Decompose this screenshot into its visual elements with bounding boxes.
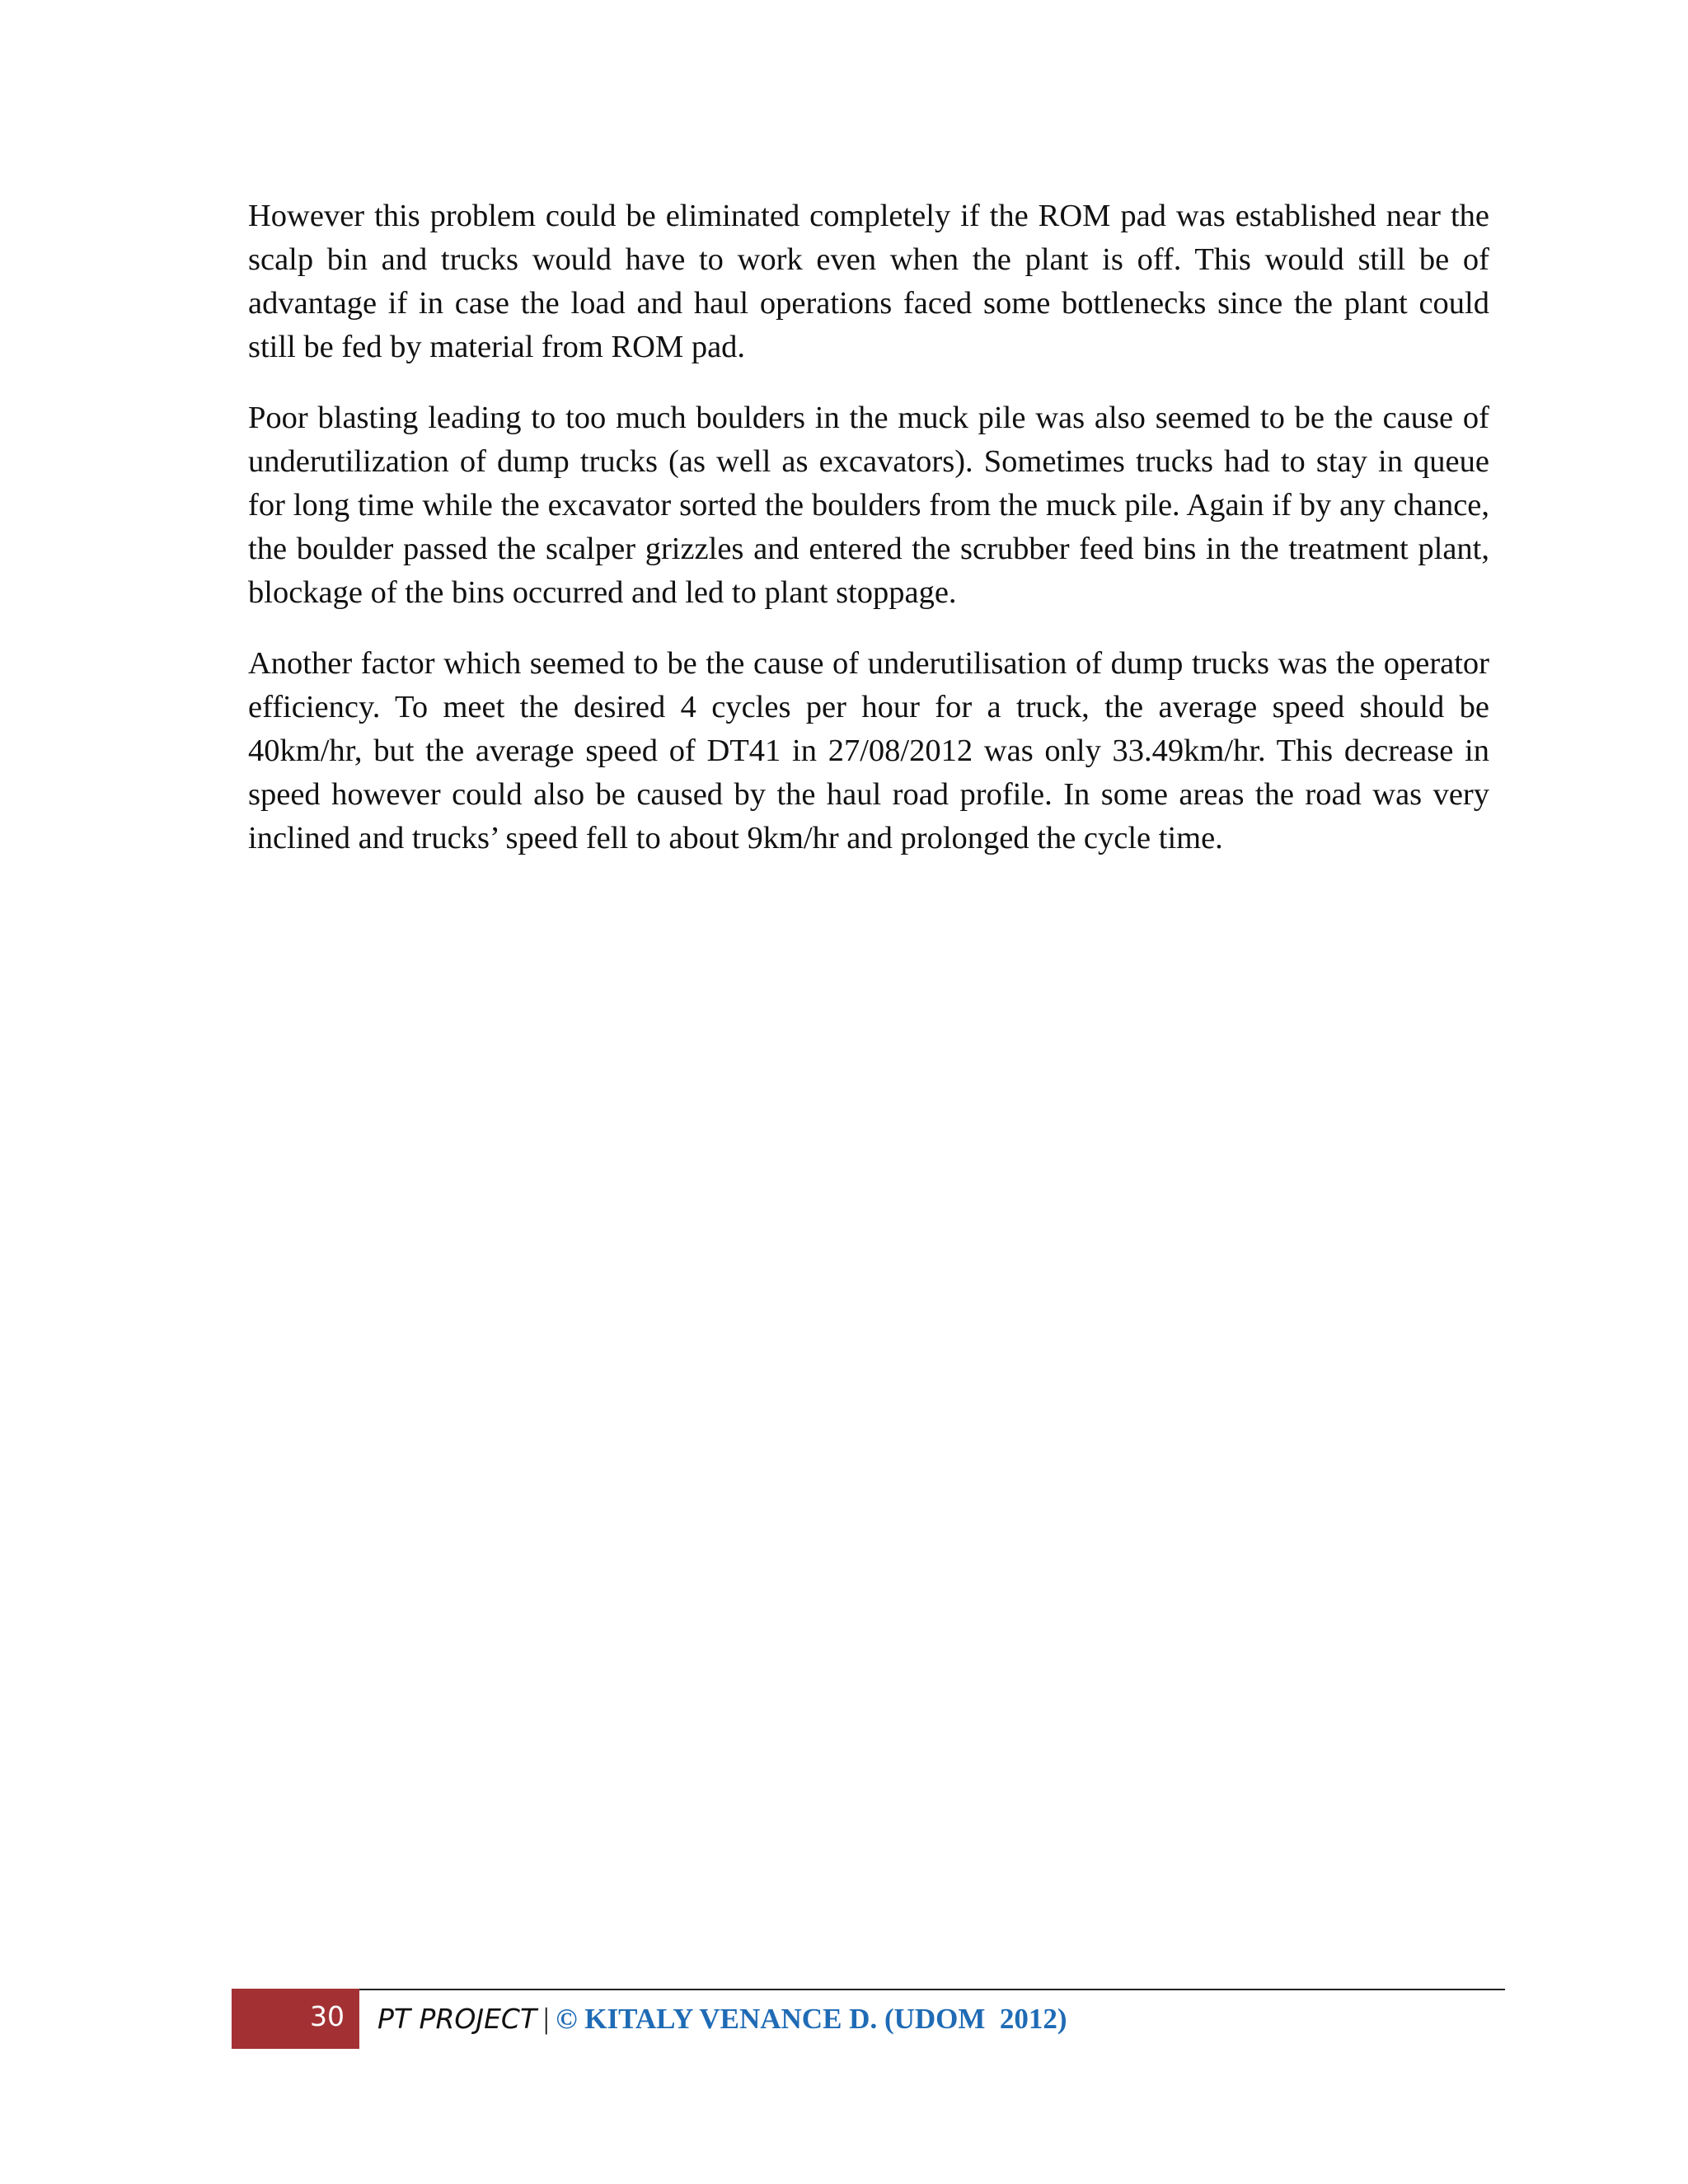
copyright-notice: © KITALY VENANCE D. (UDOM 2012)	[556, 2003, 1067, 2035]
footer-divider	[359, 1989, 1505, 1990]
footer	[377, 1999, 1067, 2045]
paragraph-2: Poor blasting leading to too much boulders in the muck pile was also seemed to be the cause of underutilization of dump trucks (as well as excavators). Sometimes trucks had to stay in queue for long time while the excavator sorted the boulders from the muck pile. Again if by any chance, the boulder passed the scalper grizzles and entered the scrubber feed bins in the treatment plant, blockage of the bins occurred and led to plant stoppage.	[248, 401, 1489, 610]
paragraph-3: Another factor which seemed to be the cause of underutilisation of dump trucks was the operator efficiency. To meet the desired 4 cycles per hour for a truck, the average speed should be 40km/hr, but the average speed of DT41 in 27/08/2012 was only 33.49km/hr. This decrease in speed however could also be caused by the haul road profile. In some areas the road was very inclined and trucks’ speed fell to about 9km/hr and prolonged the cycle time.	[248, 646, 1489, 855]
page-number: 30	[310, 2000, 345, 2032]
paragraph-1: However this problem could be eliminated completely if the ROM pad was established near the scalp bin and trucks would have to work even when the plant is off. This would still be of advantage if in case the load and haul operations faced some bottlenecks since the plant could still be fed by material from ROM pad.	[248, 199, 1489, 364]
page-number-box	[232, 1989, 359, 2049]
footer-separator: |	[543, 2002, 550, 2035]
body-text	[248, 194, 1489, 888]
project-label: PT PROJECT	[377, 2003, 537, 2035]
